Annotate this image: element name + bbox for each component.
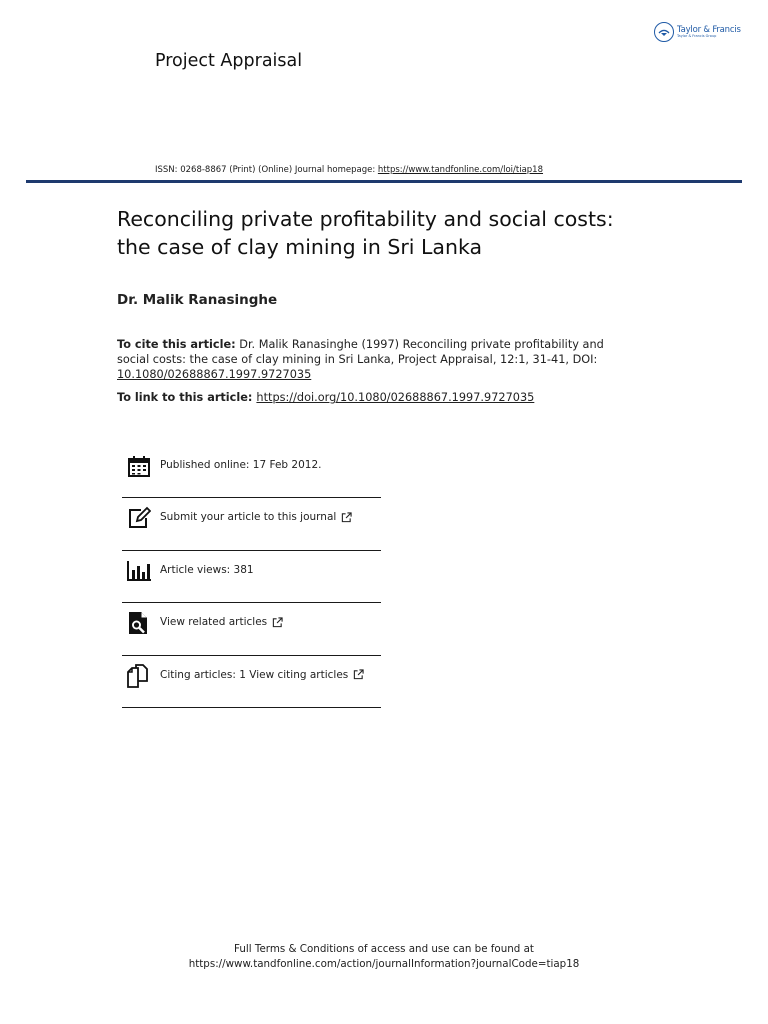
publisher-name: Taylor & Francis	[677, 24, 741, 35]
publisher-logo[interactable]	[654, 22, 741, 42]
footer-terms	[0, 942, 768, 972]
published-online-row	[122, 446, 381, 498]
external-link-icon	[353, 669, 364, 680]
publisher-group: Taylor & Francis Group	[677, 34, 717, 38]
article-doi-url[interactable]: https://doi.org/10.1080/02688867.1997.9727035	[256, 391, 535, 404]
related-articles-row[interactable]	[122, 603, 381, 656]
header-divider	[26, 180, 742, 183]
journal-homepage-link[interactable]: https://www.tandfonline.com/loi/tiap18	[377, 165, 544, 175]
external-link-icon	[272, 617, 283, 628]
citation-doi-link[interactable]: 10.1080/02688867.1997.9727035	[117, 368, 312, 381]
citation-label: To cite this article:	[117, 338, 236, 351]
related-articles-label[interactable]: View related articles	[160, 616, 268, 628]
footer-line-1: Full Terms & Conditions of access and use can be found at	[234, 943, 534, 955]
journal-name: Project Appraisal	[155, 51, 303, 71]
edit-icon	[127, 506, 151, 530]
taylor-francis-logo-icon	[654, 22, 674, 42]
submit-article-row[interactable]	[122, 498, 381, 551]
citing-articles-label[interactable]: Citing articles: 1 View citing articles	[160, 668, 349, 681]
article-views-label: Article views: 381	[160, 563, 254, 576]
citing-documents-icon	[127, 664, 151, 688]
bar-chart-icon	[127, 559, 151, 583]
footer-terms-url[interactable]: https://www.tandfonline.com/action/journalInformation?journalCode=tiap18	[188, 958, 580, 970]
calendar-icon	[127, 454, 151, 478]
article-author: Dr. Malik Ranasinghe	[117, 292, 278, 308]
article-info-list	[122, 446, 381, 708]
article-views-row	[122, 551, 381, 604]
article-title-line-2: the case of clay mining in Sri Lanka	[117, 235, 483, 259]
article-link-line	[117, 391, 534, 404]
article-title	[117, 205, 677, 261]
search-document-icon	[127, 611, 151, 635]
published-online-label: Published online: 17 Feb 2012.	[160, 459, 322, 471]
issn-text: ISSN: 0268-8867 (Print) (Online) Journal homepage:	[155, 165, 378, 175]
citing-articles-row[interactable]	[122, 656, 381, 709]
external-link-icon	[341, 512, 352, 523]
article-title-line-1: Reconciling private profitability and social costs:	[117, 207, 614, 231]
issn-line	[155, 165, 543, 175]
citation-text: Dr. Malik Ranasinghe (1997) Reconciling private profitability and social costs: the case of clay mining in Sri Lanka, Project Appraisal, 12:1, 31-41, DOI:	[117, 338, 604, 366]
submit-article-label[interactable]: Submit your article to this journal	[160, 511, 337, 523]
citation-block	[117, 337, 607, 382]
link-label: To link to this article:	[117, 391, 253, 404]
